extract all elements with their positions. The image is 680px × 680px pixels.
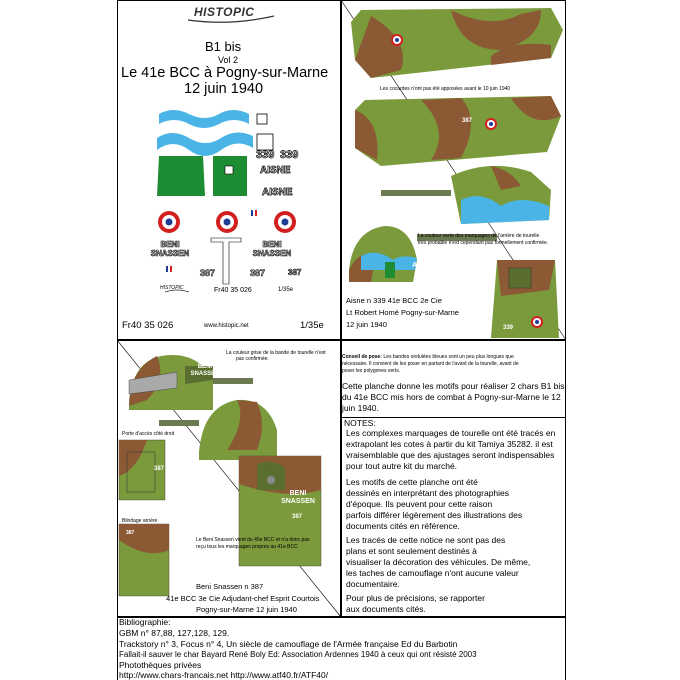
white-square-decal-2: [257, 134, 273, 150]
notes-p3-line-3: visualiser la décoration des véhicules. De même,: [346, 557, 531, 567]
intro-line-2: du 41e BCC mis hors de combat à Pogny-sur-Marne le 12: [342, 392, 561, 402]
sheet-title: B1 bis: [205, 39, 242, 54]
roundel-decal-3: [274, 211, 296, 233]
notes-p2-line-5: documents cités en référence.: [346, 521, 460, 531]
bibliography-line-3: Fallait-il sauver le char Bayard René Boly Ed: Association Ardennes 1940 à ceux qui ont résisté 2003: [119, 650, 477, 659]
green-polygon-decal-2: [213, 156, 247, 196]
notes-p3-line-1: Les tracés de cette notice ne sont pas des: [346, 535, 506, 545]
decal-num-387-a: 387: [200, 268, 216, 278]
conseil-de-pose-text: Les bandes ondulées bleues sont un peu plus longues que: [382, 354, 514, 360]
aisne-caption-line-1: Aisne n 339 41e BCC 2e Cie: [346, 296, 442, 305]
porte-label: Porte d'accès côté droit: [122, 431, 175, 437]
beni-caption-line-1: Beni Snassen n 387: [196, 582, 264, 591]
intro-line-3: juin 1940.: [342, 403, 379, 413]
turret-side-view-1: [381, 166, 551, 224]
panel-footer-scale: 1/35e: [300, 320, 324, 331]
green-polygon-decal-1: [157, 156, 205, 196]
door-num-387: 387: [154, 466, 165, 472]
logo-text: HISTOPIC: [194, 5, 255, 19]
beni-caption-line-2: 41e BCC 3e Cie Adjudant-chef Esprit Courtois: [166, 594, 320, 603]
notes-p1-line-1: Les complexes marquages de tourelle ont été tracés en: [346, 428, 556, 438]
decal-num-339: 339: [256, 149, 275, 161]
blue-wave-band-2: [157, 132, 253, 156]
sheet-volume: Vol 2: [218, 55, 239, 65]
note-beni-line-1: Le Beni Snassen vient du 45e BCC et n'a donc pas: [196, 537, 310, 543]
decal-beni-snassen-1: BENI SNASSEN: [150, 240, 190, 258]
decal-beni-snassen-2: BENI SNASSEN: [252, 240, 292, 258]
decal-sheet-logo: HISTOPIC: [160, 285, 184, 291]
rear-view: [491, 260, 559, 338]
rear-num-339: 339: [503, 325, 514, 331]
notes-p2-line-3: d'époque. Ils peuvent pour cette raison: [346, 499, 493, 509]
aisne-caption-line-3: 12 juin 1940: [346, 320, 387, 329]
decal-num-387-c: 387: [288, 268, 302, 277]
tricolor-flag-decal-2: [166, 266, 172, 272]
bibliography-heading: Bibliographie:: [119, 617, 171, 627]
notes-p1-line-3: vraisemblable que des ajustages seront indispensables: [346, 450, 555, 460]
white-square-decal-1: [257, 114, 267, 124]
note-beni-line-2: reçu tous les marquages propres au 41e BCC: [196, 544, 298, 550]
sheet-date: 12 juin 1940: [184, 81, 264, 97]
notes-p2-line-4: parfois différer légèrement des illustrations des: [346, 510, 523, 520]
decal-num-339-b: 339: [280, 149, 299, 161]
notes-p1-line-4: pour tout autre kit du marché.: [346, 461, 458, 471]
notes-p3-line-2: plans et sont seulement destinés à: [346, 546, 477, 556]
hull-num-387: 387: [462, 118, 473, 124]
hull-side-view-1: [351, 8, 563, 78]
note-cocardes: Les cocardes n'ont pas été apposées avant le 10 juin 1940: [380, 86, 511, 92]
decal-sheet-ref: Fr40 35 026: [214, 287, 252, 294]
panel-footer-url: www.histopic.net: [204, 323, 249, 329]
notes-p2-line-2: dessinés en interprétant des photographies: [346, 488, 510, 498]
front-num-387: 387: [292, 514, 303, 520]
decal-aisne-1: AISNE: [260, 165, 291, 176]
notes-p2-line-1: Les motifs de cette planche ont été: [346, 477, 478, 487]
note-grey-line-2: pas confirmée.: [236, 356, 269, 362]
blue-wave-band-1: [159, 110, 249, 128]
conseil-de-pose-heading: Conseil de pose:: [342, 354, 383, 360]
blindage-label: Blindage arrière: [122, 518, 158, 524]
bibliography-line-2: Trackstory n° 3, Focus n° 4, Un siècle de camouflage de l'Armée française Ed du Barbotin: [119, 639, 458, 649]
notes-p1-line-2: extrapolant les cotes à partir du kit Tamiya 35282. il est: [346, 439, 553, 449]
rear-num-387: 387: [126, 530, 135, 536]
panel-footer-ref: Fr40 35 026: [122, 320, 174, 331]
green-polygon-white-square: [225, 166, 233, 174]
roundel-decal-1: [158, 211, 180, 233]
conseil-de-pose-line-1: [342, 354, 514, 360]
decal-sheet-scale: 1/35e: [278, 287, 294, 293]
aisne-caption-line-2: Lt Robert Homé Pogny-sur-Marne: [346, 308, 459, 317]
conseil-de-pose-line-2: nécessaire. Il convient de les poser en partant de l'avant de la tourelle, avant de: [342, 361, 519, 367]
notes-p4-line-1: Pour plus de précisions, se rapporter: [346, 593, 485, 603]
hull-side-view-2: [355, 96, 561, 166]
note-turret-line-2: très probable n'est cependant pas formellement confirmée.: [418, 240, 549, 246]
front-beni-label: BENI SNASSEN: [281, 490, 315, 505]
bibliography-line-5: http://www.chars-francais.net http://www.atf40.fr/ATF40/: [119, 670, 329, 680]
white-t-decal: [211, 238, 241, 284]
roundel-decal-2: [216, 211, 238, 233]
notes-p3-line-4: les taches de camouflage n'ont aucune valeur: [346, 568, 519, 578]
note-turret-line-1: La couleur verte des marquages de l'arrière de tourelle: [418, 233, 540, 239]
notes-heading: NOTES:: [344, 418, 376, 428]
beni-caption-line-3: Pogny-sur-Marne 12 juin 1940: [196, 605, 297, 614]
intro-line-1: Cette planche donne les motifs pour réaliser 2 chars B1 bis: [342, 381, 565, 391]
note-grey-line-1: La couleur grise de la bande de tourelle n'est: [226, 350, 326, 356]
bibliography-line-4: Photothèques privées: [119, 660, 202, 670]
left-mid-artwork: [117, 340, 341, 617]
tricolor-flag-decal-1: [251, 210, 257, 216]
decal-num-387-b: 387: [250, 268, 266, 278]
bibliography-line-1: GBM n° 87,88, 127,128, 129.: [119, 628, 230, 638]
decal-aisne-2: AISNE: [262, 187, 293, 198]
notes-p3-line-5: documentaire.: [346, 579, 400, 589]
notes-p4-line-2: aux documents cités.: [346, 604, 426, 614]
right-top-artwork: [341, 0, 566, 340]
conseil-de-pose-line-3: poser les polygones verts.: [342, 368, 401, 374]
turret-beni-label: BENI SNASSEN: [190, 364, 220, 377]
turret-aisne-label: AISNE: [412, 262, 434, 269]
sheet-subtitle: Le 41e BCC à Pogny-sur-Marne: [121, 65, 329, 81]
